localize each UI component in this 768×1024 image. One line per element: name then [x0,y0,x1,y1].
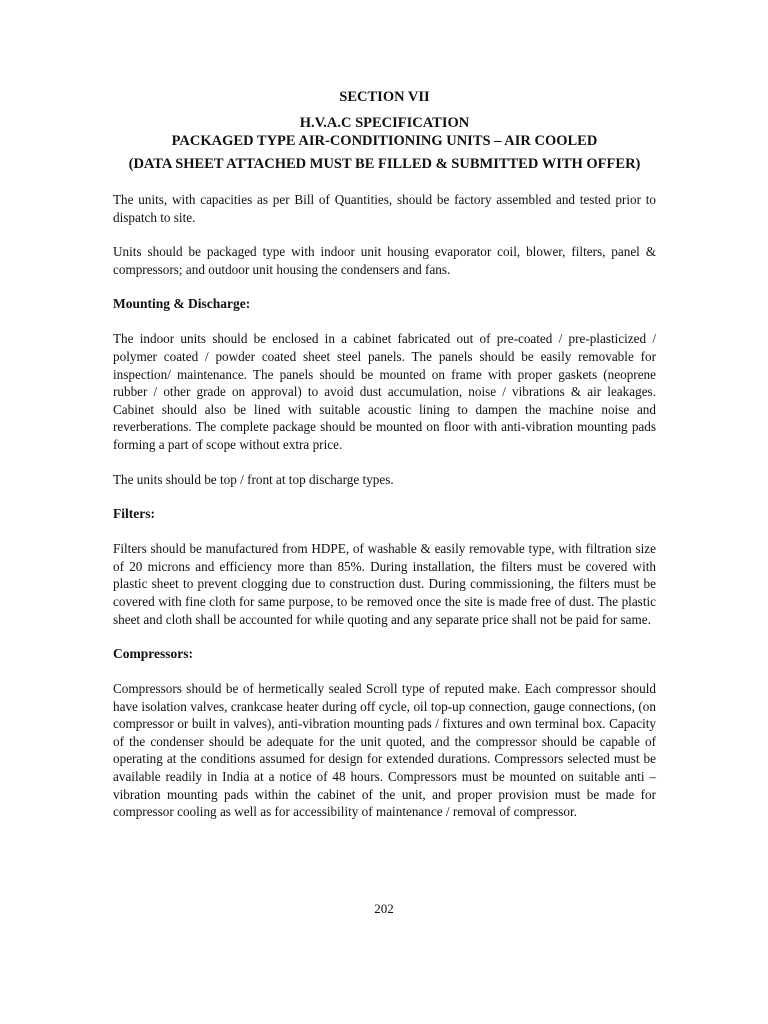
section-heading: SECTION VII [339,89,430,105]
intro-paragraph-units: Units should be packaged type with indoor unit housing evaporator coil, blower, filters, panel & compressors; and outdoor unit housing the condensers and fans. [113,244,656,277]
document-title: PACKAGED TYPE AIR-CONDITIONING UNITS – AIR COOLED [171,133,598,149]
filters-paragraph: Filters should be manufactured from HDPE, of washable & easily removable type, with filtration size of 20 microns and efficiency more than 85%. During installation, the filters must be covered with plastic sheet to prevent clogging due to construction dust. During commissioning, the filters must be covered with fine cloth for same purpose, to be removed once the site is made free of dust. The plastic sheet and cloth shall be accounted for while quoting and any separate price shall not be paid for same. [113,541,656,627]
mounting-heading: Mounting & Discharge: [113,296,251,312]
discharge-paragraph: The units should be top / front at top discharge types. [113,471,394,487]
compressors-paragraph: Compressors should be of hermetically sealed Scroll type of reputed make. Each compressor should have isolation valves, crankcase heater during off cycle, oil top-up connection, gauge connections, (on compressor or built in valves), anti-vibration mounting pads / fixtures and own terminal box. Capacity of the condenser should be adequate for the unit quoted, and the compressor should be capable of operating at the conditions assumed for design for extended durations. Compressors selected must be available readily in India at a notice of 48 hours. Compressors must be mounted on suitable anti – vibration mounting pads within the cabinet of the unit, and proper provision must be made for compressor cooling as well as for accessibility of maintenance / removal of compressor. [113,681,656,820]
filters-heading: Filters: [113,506,155,522]
intro-paragraph-capacities: The units, with capacities as per Bill of Quantities, should be factory assembled and tested prior to dispatch to site. [113,192,656,225]
spec-heading: H.V.A.C SPECIFICATION [299,115,470,131]
mounting-paragraph: The indoor units should be enclosed in a cabinet fabricated out of pre-coated / pre-plasticized / polymer coated / powder coated sheet steel panels. The panels should be easily removable for inspection/ maintenance. The panels should be mounted on frame with proper gaskets (neoprene rubber / other grade on approval) to avoid dust accumulation, noise / vibrations & air leakages. Cabinet should also be lined with suitable acoustic lining to dampen the machine noise and reverberations. The complete package should be mounted on floor with anti-vibration mounting pads forming a part of scope without extra price. [113,331,656,452]
page-number: 202 [374,901,394,916]
compressors-heading: Compressors: [113,646,193,662]
data-sheet-note: (DATA SHEET ATTACHED MUST BE FILLED & SUBMITTED WITH OFFER) [128,156,641,172]
document-page [113,88,656,838]
